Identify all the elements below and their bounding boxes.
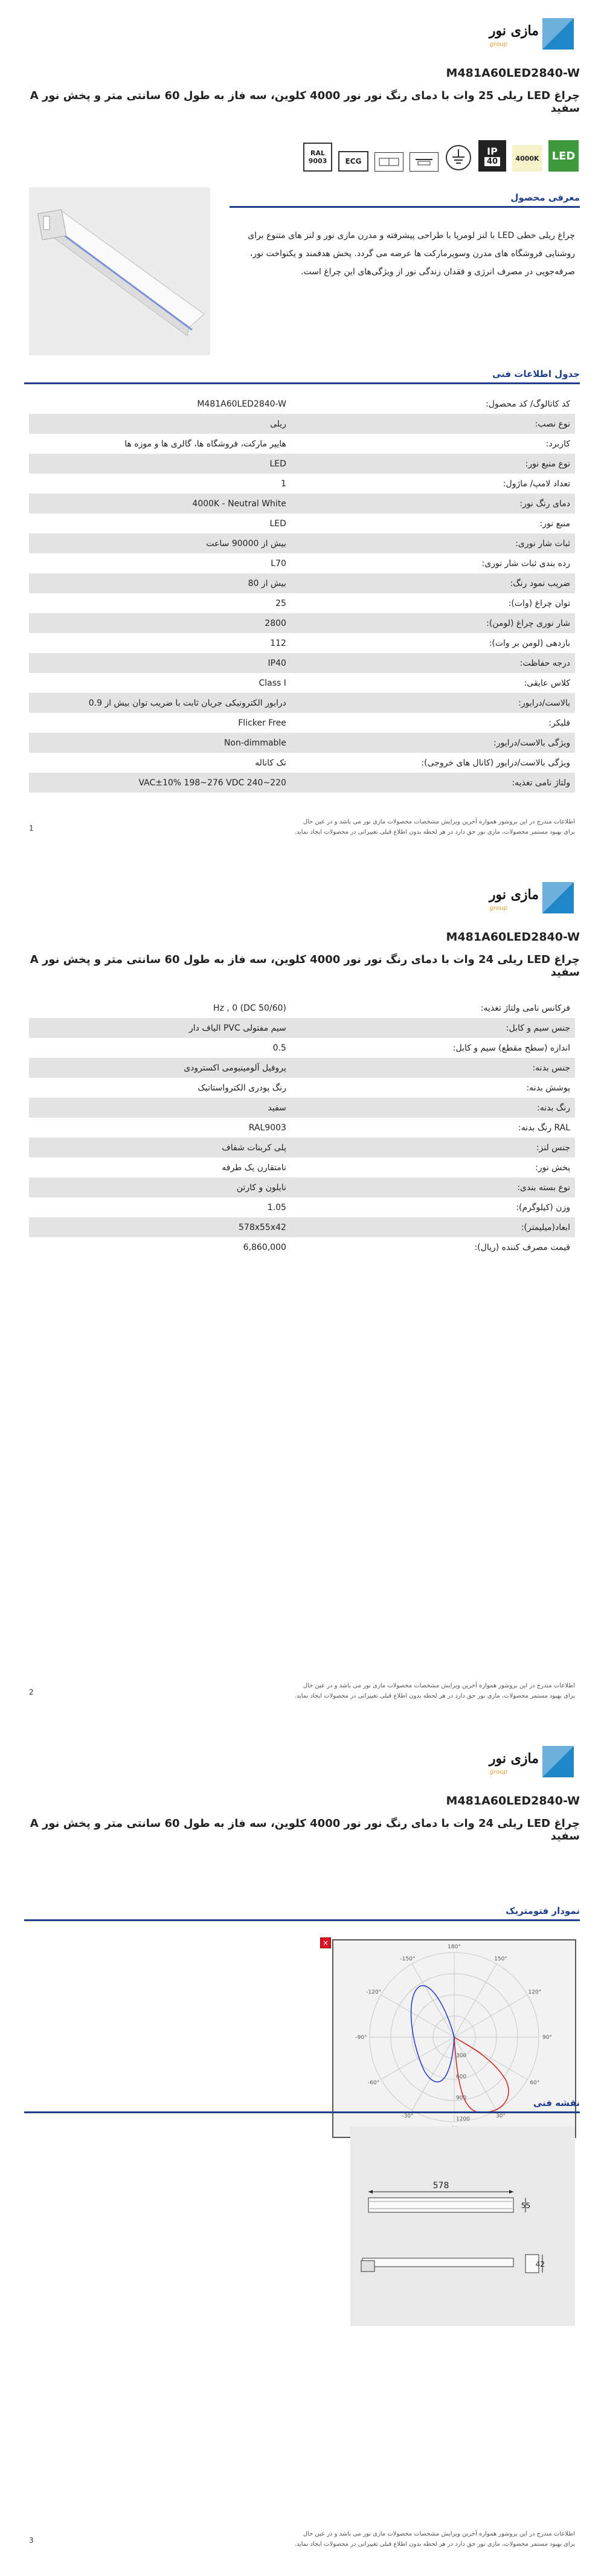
section-drawing-heading: نقشه فنی bbox=[24, 2098, 580, 2113]
spec-key: قیمت مصرف کننده (ریال): bbox=[474, 1242, 570, 1252]
spec-value: 2800 bbox=[29, 613, 291, 633]
polar-angle-label: 90° bbox=[542, 2035, 552, 2041]
spec-table-2 bbox=[29, 998, 575, 1257]
spec-row bbox=[29, 1078, 575, 1098]
page-number: 2 bbox=[29, 1688, 34, 1696]
spec-value: Flicker Free bbox=[238, 718, 286, 728]
height-label: 42 bbox=[535, 2260, 545, 2268]
spec-key: فلیکر: bbox=[548, 718, 570, 728]
product-code: M481A60LED2840-W bbox=[446, 930, 580, 944]
spec-row bbox=[29, 653, 575, 673]
spec-value: Non-dimmable bbox=[29, 733, 291, 753]
spec-row bbox=[29, 553, 575, 573]
spec-key: فرکانس نامی ولتاژ تغذیه: bbox=[480, 1003, 570, 1013]
spec-key: وزن (کیلوگرم): bbox=[516, 1202, 570, 1212]
spec-key: نوع بسته بندی: bbox=[291, 1177, 575, 1197]
spec-key: شار نوری چراغ (لومن): bbox=[291, 613, 575, 633]
spec-value: سفید bbox=[29, 1098, 291, 1118]
ral-badge: RAL 9003 bbox=[303, 143, 332, 172]
polar-angle-label: -90° bbox=[355, 2035, 367, 2041]
spec-value: LED bbox=[29, 454, 291, 474]
section-intro-heading: معرفی محصول bbox=[230, 192, 580, 208]
spec-key: بالاست/درایور: bbox=[291, 693, 575, 713]
spec-value: 1.05 bbox=[267, 1202, 286, 1212]
spec-key: کاربرد: bbox=[545, 439, 570, 449]
page-3 bbox=[0, 1728, 604, 2576]
led-badge: LED bbox=[548, 140, 579, 172]
spec-key: RAL رنگ بدنه: bbox=[518, 1122, 570, 1133]
spec-value: 1 bbox=[281, 478, 286, 489]
spec-key: ویژگی بالاست/درایور: bbox=[291, 733, 575, 753]
spec-value: IP40 bbox=[29, 653, 291, 673]
spec-row bbox=[29, 593, 575, 613]
spec-value: L70 bbox=[271, 558, 286, 568]
mounting-icon bbox=[410, 152, 439, 172]
spec-row bbox=[29, 1217, 575, 1237]
spec-value: Class I bbox=[259, 678, 286, 688]
spec-value: تک کاناله bbox=[255, 758, 286, 768]
brand-logo: مازی نور group bbox=[483, 1746, 574, 1779]
spec-value: 4000K - Neutral White bbox=[29, 494, 291, 514]
page-number: 3 bbox=[29, 2536, 34, 2545]
brand-logo: مازی نور group bbox=[483, 882, 574, 915]
spec-key: نوع منبع نور: bbox=[291, 454, 575, 474]
polar-angle-label: -150° bbox=[400, 1956, 416, 1963]
spec-value: VAC±10% 198~276 VDC 240~220 bbox=[29, 773, 291, 793]
spec-row bbox=[29, 1197, 575, 1217]
product-code: M481A60LED2840-W bbox=[446, 1794, 580, 1808]
spec-row bbox=[29, 533, 575, 553]
spec-value: 0.5 bbox=[272, 1043, 286, 1053]
spec-value: بیش از 90000 ساعت bbox=[29, 533, 291, 553]
spec-value: نامتقارن یک طرفه bbox=[222, 1162, 286, 1173]
page-number: 1 bbox=[29, 824, 34, 832]
spec-key: جنس سیم و کابل: bbox=[291, 1018, 575, 1038]
spec-value: سیم مفتولی PVC الیاف دار bbox=[29, 1018, 291, 1038]
spec-row bbox=[29, 693, 575, 713]
section-photometric-heading: نمودار فتومتریک bbox=[24, 1905, 580, 1921]
footer-disclaimer: اطلاعات مندرج در این بروشور همواره آخرین ویرایش مشخصات محصولات مازی نور می باشد و در عین حال برای بهبود مستمر محصولات، مازی نور حق دارد در هر لحظه بدون اطلاع قبلی تغییراتی در محصولات ایجاد نماید. bbox=[294, 819, 575, 836]
spec-key: کلاس عایقی: bbox=[524, 678, 570, 688]
brand-logo: مازی نور group bbox=[483, 18, 574, 51]
spec-value: درایور الکترونیکی جریان ثابت با ضریب توان بیش از 0.9 bbox=[29, 693, 291, 713]
polar-angle-label: 150° bbox=[494, 1956, 507, 1963]
spec-row bbox=[29, 1098, 575, 1118]
earth-icon bbox=[445, 144, 472, 172]
spec-row bbox=[29, 454, 575, 474]
ecg-badge: ECG bbox=[338, 151, 368, 172]
spec-key: رنگ بدنه: bbox=[291, 1098, 575, 1118]
spec-row bbox=[29, 1237, 575, 1257]
spec-key: تعداد لامپ/ ماژول: bbox=[503, 478, 570, 489]
length-label: 578 bbox=[432, 2181, 449, 2191]
spec-row bbox=[29, 494, 575, 514]
spec-row bbox=[29, 474, 575, 494]
spec-value: هایپر مارکت، فروشگاه ها، گالری ها و موزه ها bbox=[124, 439, 286, 449]
spec-row bbox=[29, 613, 575, 633]
polar-angle-label: -30° bbox=[402, 2113, 414, 2119]
spec-key: بازدهی (لومن بر وات): bbox=[489, 638, 570, 648]
polar-angle-label: 120° bbox=[528, 1989, 542, 1995]
product-title: چراغ LED ریلی 24 وات با دمای رنگ نور نور 4000 کلوین، سه فاز به طول 60 سانتی متر و پخش نور A سفید bbox=[30, 953, 580, 979]
spec-value: پروفیل آلومینیومی اکسترودی bbox=[29, 1058, 291, 1078]
page-1 bbox=[0, 0, 604, 864]
spec-key: اندازه (سطح مقطع) سیم و کابل: bbox=[452, 1043, 570, 1053]
spec-value: 25 bbox=[275, 598, 286, 608]
spec-row bbox=[29, 733, 575, 753]
spec-key: رده بندی ثبات شار نوری: bbox=[481, 558, 570, 568]
spec-key: ضریب نمود رنگ: bbox=[291, 573, 575, 593]
ip-rating-badge: IP 40 bbox=[478, 140, 506, 172]
spec-key: ثبات شار نوری: bbox=[291, 533, 575, 553]
technical-drawing bbox=[350, 2127, 575, 2326]
spec-row bbox=[29, 753, 575, 773]
spec-value: نایلون و کارتن bbox=[29, 1177, 291, 1197]
spec-value: پلی کربنات شفاف bbox=[29, 1138, 291, 1158]
spec-key: ولتاژ نامی تغذیه: bbox=[291, 773, 575, 793]
spec-value: LED bbox=[269, 518, 286, 529]
spec-value: RAL9003 bbox=[248, 1122, 286, 1133]
spec-value: (Hz , 0 (DC 50/60 bbox=[213, 1003, 286, 1013]
spec-key: دمای رنگ نور: bbox=[291, 494, 575, 514]
spec-key: ویژگی بالاست/درایور (کانال های خروجی): bbox=[421, 758, 570, 768]
spec-key: درجه حفاظت: bbox=[291, 653, 575, 673]
spec-row bbox=[29, 998, 575, 1018]
spec-row bbox=[29, 514, 575, 533]
spec-row bbox=[29, 414, 575, 434]
product-title: چراغ LED ریلی 24 وات با دمای رنگ نور نور 4000 کلوین، سه فاز به طول 60 سانتی متر و پخش نور A سفید bbox=[30, 1817, 580, 1843]
spec-key: پخش نور: bbox=[535, 1162, 570, 1173]
spec-table-1 bbox=[29, 394, 575, 793]
polar-radial-label: 600 bbox=[456, 2074, 467, 2080]
product-title: چراغ LED ریلی 25 وات با دمای رنگ نور نور 4000 کلوین، سه فاز به طول 60 سانتی متر و پخش نور A سفید bbox=[30, 89, 580, 115]
polar-angle-label: 180° bbox=[448, 1944, 461, 1950]
certification-badges bbox=[303, 137, 579, 172]
spec-row bbox=[29, 1158, 575, 1177]
cct-badge: 4000K bbox=[512, 145, 542, 172]
intro-description: چراغ ریلی خطی LED با لنز لومرپا با طراحی پیشرفته و مدرن مازی نور و لنز های متنوع برای روشنایی فروشگاه های مدرن وسوپرمارکت ها عرضه می گردد. پخش هدفمند و یکنواخت نور، صرفه‌جویی در مصرف انرژی و فقدان زندگی نور از ویژگی‌های این چراغ است. bbox=[248, 231, 575, 277]
spec-row bbox=[29, 1118, 575, 1138]
spec-row bbox=[29, 713, 575, 733]
spec-row bbox=[29, 1038, 575, 1058]
spec-row bbox=[29, 673, 575, 693]
spec-value: ریلی bbox=[29, 414, 291, 434]
spec-row bbox=[29, 1018, 575, 1038]
spec-value: 578x55x42 bbox=[29, 1217, 291, 1237]
spec-key: نوع نصب: bbox=[291, 414, 575, 434]
spec-key: ابعاد(میلیمتر): bbox=[291, 1217, 575, 1237]
spec-value: بیش از 80 bbox=[29, 573, 291, 593]
spec-key: جنس بدنه: bbox=[291, 1058, 575, 1078]
spec-row bbox=[29, 573, 575, 593]
polar-radial-label: 300 bbox=[456, 2053, 467, 2059]
close-icon[interactable]: × bbox=[320, 1937, 331, 1948]
spec-row bbox=[29, 633, 575, 653]
spec-value: M481A60LED2840-W bbox=[197, 399, 286, 409]
spec-row bbox=[29, 1138, 575, 1158]
product-image bbox=[29, 187, 210, 355]
spec-value: رنگ پودری الکترواستاتیک bbox=[198, 1083, 286, 1093]
polar-angle-label: 60° bbox=[530, 2080, 540, 2086]
footer-disclaimer: اطلاعات مندرج در این بروشور همواره آخرین ویرایش مشخصات محصولات مازی نور می باشد و در عین حال برای بهبود مستمر محصولات، مازی نور حق دارد در هر لحظه بدون اطلاع قبلی تغییراتی در محصولات ایجاد نماید. bbox=[294, 2531, 575, 2548]
luminaire-class-icon bbox=[374, 152, 403, 172]
polar-radial-label: 1200 bbox=[456, 2116, 470, 2122]
section-specs-heading: جدول اطلاعات فنی bbox=[24, 369, 580, 384]
spec-row bbox=[29, 1177, 575, 1197]
spec-key: جنس لنز: bbox=[291, 1138, 575, 1158]
polar-radial-label: 900 bbox=[456, 2095, 467, 2101]
spec-key: کد کاتالوگ/ کد محصول: bbox=[485, 399, 570, 409]
footer-disclaimer: اطلاعات مندرج در این بروشور همواره آخرین ویرایش مشخصات محصولات مازی نور می باشد و در عین حال برای بهبود مستمر محصولات، مازی نور حق دارد در هر لحظه بدون اطلاع قبلی تغییراتی در محصولات ایجاد نماید. bbox=[294, 1682, 575, 1699]
spec-key: توان چراغ (وات): bbox=[508, 598, 570, 608]
spec-key: پوشش بدنه: bbox=[526, 1083, 570, 1093]
spec-row bbox=[29, 773, 575, 793]
spec-value: 112 bbox=[270, 638, 286, 648]
spec-key: منبع نور: bbox=[539, 518, 570, 529]
polar-angle-label: 30° bbox=[496, 2113, 506, 2119]
polar-angle-label: -60° bbox=[368, 2080, 380, 2086]
spec-row bbox=[29, 434, 575, 454]
spec-row bbox=[29, 1058, 575, 1078]
page-2 bbox=[0, 864, 604, 1728]
spec-value: 6,860,000 bbox=[243, 1242, 286, 1252]
polar-angle-label: -120° bbox=[366, 1989, 382, 1995]
width-label: 55 bbox=[521, 2201, 530, 2210]
spec-row bbox=[29, 394, 575, 414]
product-code: M481A60LED2840-W bbox=[446, 66, 580, 80]
